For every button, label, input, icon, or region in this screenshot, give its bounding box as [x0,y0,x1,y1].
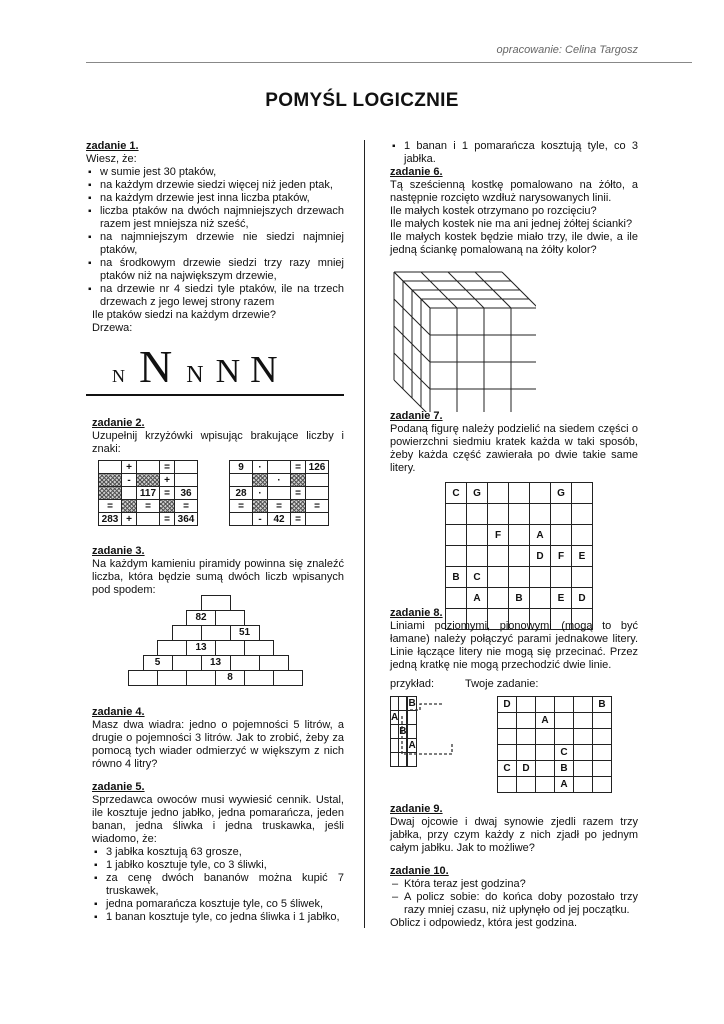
grid-row [99,487,198,500]
grid-row [498,729,612,745]
crossword-cell: = [291,487,306,500]
letter-cell[interactable] [467,525,488,546]
crossword-cell: = [230,500,253,513]
letter-cell: D [517,761,536,777]
crossword-cell: = [160,487,175,500]
task5-condition: ▪ 3 jabłka kosztują 63 grosze, [92,846,344,859]
crossword-cell: 36 [175,487,198,500]
crossword-cell: = [268,500,291,513]
task10-items [390,878,638,917]
letter-cell[interactable] [551,504,572,525]
crossword-cell[interactable] [268,487,291,500]
crossword-cell: · [253,487,268,500]
letter-cell: C [467,567,488,588]
letter-cell: C [555,745,574,761]
letter-cell[interactable] [593,761,612,777]
crossword-cell: 117 [137,487,160,500]
task5-text: Sprzedawca owoców musi wywiesić cennik. Ustal, ile kosztuje jedno jabłko, jedna pomarańcza, jeden banan, jedna śliwka i jedna truskawka, jeśli wiadomo, że: [92,794,344,845]
crossword-cell: · [268,474,291,487]
example-cell: B [399,726,407,737]
task2 [92,417,344,456]
letter-cell: F [488,525,509,546]
letter-cell[interactable] [574,697,593,713]
shaded-cell [253,500,268,513]
pyramid-stone: 5 [143,655,173,671]
task6-line: Ile małych kostek nie ma ani jednej żółtej ścianki? [390,218,633,230]
letter-cell[interactable] [572,483,593,504]
task8 [390,607,638,672]
pyramid-stone[interactable] [172,625,202,641]
letter-cell: D [572,588,593,609]
pyramid-stone[interactable] [186,670,216,686]
letter-cell[interactable] [530,588,551,609]
letter-cell[interactable] [517,697,536,713]
letter-cell: F [551,546,572,567]
task1-condition: ▪ liczba ptaków na dwóch najmniejszych drzewach razem jest mniejsza niż sześć, [86,205,344,231]
tree-1: N [112,366,125,386]
pyramid-stone[interactable] [201,625,231,641]
shaded-cell [160,500,175,513]
letter-cell: D [498,697,517,713]
task1-question: Ile ptaków siedzi na każdym drzewie? [92,309,277,321]
letter-cell[interactable] [517,777,536,793]
pyramid-stone[interactable] [259,655,289,671]
pyramid-stone[interactable] [215,640,245,656]
grid-row [446,483,593,504]
letter-cell[interactable] [555,713,574,729]
pyramid-stone: 51 [230,625,260,641]
grid-row [230,474,329,487]
letter-cell[interactable] [517,745,536,761]
letter-cell[interactable] [593,713,612,729]
letter-cell[interactable] [572,525,593,546]
task1-heading: zadanie 1. [86,140,139,152]
pyramid-row [157,640,273,656]
task5-conditions [92,846,344,924]
pyramid-stone[interactable] [273,670,303,686]
letter-cell[interactable] [530,567,551,588]
example-cell: A [408,740,416,751]
letter-cell[interactable] [536,777,555,793]
crossword-cell[interactable] [268,461,291,474]
letter-cell[interactable] [530,483,551,504]
task1 [86,140,344,335]
task7-text: Podaną figurę należy podzielić na siedem części o powierzchni siedmiu kratek każda w taki sposób, żeby każda część zawierała po dwie takie same litery. [390,423,638,474]
task7 [390,410,638,475]
crossword-cell: = [291,513,306,526]
cube-illustration [386,262,536,412]
letter-cell[interactable] [536,729,555,745]
crossword-cell: + [122,461,137,474]
crossword-1 [98,460,198,526]
grid-row [230,500,329,513]
task5 [92,781,344,924]
letter-cell: B [593,697,612,713]
task1-condition: ▪ w sumie jest 30 ptaków, [86,166,344,179]
letter-cell: G [551,483,572,504]
letter-cell: D [530,546,551,567]
letter-cell[interactable] [536,745,555,761]
task5-continued [390,140,638,166]
grid-row [498,697,612,713]
task3-heading: zadanie 3. [92,545,145,557]
crossword-cell: = [99,500,122,513]
letter-cell[interactable] [509,483,530,504]
pyramid-stone[interactable] [215,610,245,626]
letter-grid-task8 [497,696,612,793]
letter-cell[interactable] [498,713,517,729]
grid-row [498,745,612,761]
task6 [390,166,638,257]
pyramid-stone[interactable] [157,640,187,656]
letter-cell[interactable] [509,504,530,525]
pyramid-stone[interactable] [230,655,260,671]
task3 [92,545,344,597]
letter-cell[interactable] [488,504,509,525]
pyramid-row [172,625,259,641]
task9-heading: zadanie 9. [390,803,443,815]
task9-text: Dwaj ojcowie i dwaj synowie zjedli razem trzy jabłka, przy czym każdy z nich zjadł po jednym całym jabłku. Jak to możliwe? [390,816,638,854]
shaded-cell [122,500,137,513]
letter-cell[interactable] [572,567,593,588]
letter-cell[interactable] [498,777,517,793]
letter-cell[interactable] [530,504,551,525]
crossword-cell[interactable] [122,487,137,500]
task4-text: Masz dwa wiadra: jedno o pojemności 5 litrów, a drugie o pojemności 3 litrów. Jak to zrobić, żeby za pomocą tych wiader odmierzyć w większym z nich równo 4 litry? [92,719,344,770]
pyramid-row [128,670,302,686]
task2-heading: zadanie 2. [92,417,145,429]
letter-cell: C [498,761,517,777]
example-cell: A [391,712,399,723]
task10-item: – Która teraz jest godzina? [390,878,638,891]
task5-condition: ▪ za cenę dwóch bananów można kupić 7 truskawek, [92,872,344,898]
letter-cell: E [572,546,593,567]
letter-cell[interactable] [467,504,488,525]
task6-line: Tą sześcienną kostkę pomalowano na żółto, a następnie rozcięto wzdłuż narysowanych linii. [390,179,638,204]
crossword-cell[interactable] [306,474,329,487]
task1-condition: ▪ na każdym drzewie siedzi więcej niż jeden ptak, [86,179,344,192]
letter-cell[interactable] [551,567,572,588]
task8-text: Liniami poziomymi, pionowymi (mogą to być łamane) należy połączyć parami jednakowe litery. Linie łączące litery nie mogą się przecinać. Przez jedną kratkę nie mogą przechodzić dwie linie. [390,620,638,671]
crossword-cell: 364 [175,513,198,526]
crossword-cell: = [160,461,175,474]
letter-cell[interactable] [488,483,509,504]
crossword-cell: + [122,513,137,526]
pyramid-stone: 13 [201,655,231,671]
letter-cell[interactable] [467,546,488,567]
letter-cell[interactable] [574,745,593,761]
crossword-cell: = [291,461,306,474]
crossword-cell: 28 [230,487,253,500]
page-title: POMYŚL LOGICZNIE [265,90,459,111]
letter-cell[interactable] [446,588,467,609]
letter-cell[interactable] [509,546,530,567]
crossword-cell: = [306,500,329,513]
task1-conditions [86,166,344,309]
grid-row [446,525,593,546]
grid-row [230,487,329,500]
crossword-cell[interactable] [230,513,253,526]
example-label: przykład: [390,678,435,690]
letter-cell: A [555,777,574,793]
task5-condition: ▪ 1 jabłko kosztuje tyle, co 3 śliwki, [92,859,344,872]
letter-cell[interactable] [446,546,467,567]
grid-row [99,513,198,526]
letter-cell: A [467,588,488,609]
shaded-cell [253,474,268,487]
task1-trees-label: Drzewa: [92,322,133,334]
grid-row [446,567,593,588]
task3-text: Na każdym kamieniu piramidy powinna się znaleźć liczba, która będzie sumą dwóch liczb wpisanych pod spodem: [92,558,344,596]
task1-condition: ▪ na każdym drzewie jest inna liczba ptaków, [86,192,344,205]
letter-cell: C [446,483,467,504]
crossword-cell[interactable] [137,513,160,526]
grid-row [446,588,593,609]
pyramid-stone: 8 [215,670,245,686]
column-divider [364,140,365,928]
letter-cell[interactable] [488,567,509,588]
author-credit: opracowanie: Celina Targosz [496,44,638,56]
grid-row [99,474,198,487]
task4 [92,706,344,771]
letter-cell[interactable] [574,713,593,729]
crossword-cell: = [175,500,198,513]
task7-heading: zadanie 7. [390,410,443,422]
crossword-cell[interactable] [175,461,198,474]
task10-closing: Oblicz i odpowiedz, która jest godzina. [390,917,578,929]
letter-cell[interactable] [517,729,536,745]
pyramid-stone[interactable] [244,670,274,686]
crossword-2 [229,460,329,526]
shaded-cell [99,487,122,500]
task1-condition: ▪ na najmniejszym drzewie nie siedzi najmniej ptaków, [86,231,344,257]
crossword-cell: - [122,474,137,487]
letter-cell[interactable] [593,745,612,761]
header-rule [86,62,692,63]
letter-cell: A [536,713,555,729]
task2-text: Uzupełnij krzyżówki wpisując brakujące liczby i znaki: [92,430,344,455]
letter-cell[interactable] [593,729,612,745]
task4-heading: zadanie 4. [92,706,145,718]
crossword-cell: = [137,500,160,513]
letter-cell[interactable] [555,729,574,745]
letter-cell[interactable] [572,504,593,525]
crossword-cell: - [253,513,268,526]
task5-condition: ▪ jedna pomarańcza kosztuje tyle, co 5 śliwek, [92,898,344,911]
grid-row [230,461,329,474]
letter-cell[interactable] [498,729,517,745]
grid-row [446,504,593,525]
task10-item: – A policz sobie: do końca doby pozostało trzy razy mniej czasu, niż upłynęło od jej początku. [390,891,638,917]
task1-condition: ▪ na środkowym drzewie siedzi trzy razy mniej ptaków niż na największym drzewie, [86,257,344,283]
pyramid-stone: 13 [186,640,216,656]
task10 [390,865,638,930]
pyramid-stone[interactable] [172,655,202,671]
crossword-cell[interactable] [230,474,253,487]
letter-cell[interactable] [509,525,530,546]
task1-intro: Wiesz, że: [86,153,137,165]
shaded-cell [291,474,306,487]
shaded-cell [99,474,122,487]
grid-row [99,500,198,513]
tree-4: N [215,353,241,390]
pyramid-row [186,610,244,626]
task10-heading: zadanie 10. [390,865,449,877]
letter-cell[interactable] [551,525,572,546]
letter-cell[interactable] [488,546,509,567]
ground-line [86,394,344,396]
letter-cell[interactable] [488,588,509,609]
task5-condition: ▪ 1 banan kosztuje tyle, co jedna śliwka i 1 jabłko, [92,911,344,924]
grid-row [230,513,329,526]
tree-2: N [139,341,173,392]
crossword-cell: = [160,513,175,526]
crossword-cell[interactable] [137,461,160,474]
crossword-cell[interactable] [175,474,198,487]
letter-cell: B [555,761,574,777]
crossword-cell: 126 [306,461,329,474]
grid-row [99,461,198,474]
task5-condition: ▪ 1 banan i 1 pomarańcza kosztują tyle, co 3 jabłka. [390,140,638,166]
crossword-cell: · [253,461,268,474]
tree-5: N [250,349,278,391]
letter-cell[interactable] [593,777,612,793]
pyramid [120,595,344,683]
pyramid-row [143,655,288,671]
letter-cell[interactable] [446,504,467,525]
letter-cell: B [509,588,530,609]
shaded-cell [137,474,160,487]
letter-cell: B [446,567,467,588]
letter-cell[interactable] [574,777,593,793]
grid-row [498,713,612,729]
pyramid-stone[interactable] [244,640,274,656]
crossword-cell: 9 [230,461,253,474]
task9 [390,803,638,855]
letter-cell: E [551,588,572,609]
task6-heading: zadanie 6. [390,166,443,178]
your-task-label: Twoje zadanie: [465,678,539,690]
crossword-cell[interactable] [306,487,329,500]
pyramid-row [201,595,230,611]
letter-cell[interactable] [574,761,593,777]
crossword-cell: 283 [99,513,122,526]
crossword-cell: + [160,474,175,487]
example-path-lines [390,696,462,768]
grid-row [498,777,612,793]
pyramid-stone: 82 [186,610,216,626]
letter-cell: A [530,525,551,546]
pyramid-stone[interactable] [157,670,187,686]
grid-row [498,761,612,777]
trees-row [112,340,278,392]
letter-cell[interactable] [536,697,555,713]
letter-cell[interactable] [574,729,593,745]
shaded-cell [291,500,306,513]
task8-heading: zadanie 8. [390,607,443,619]
task6-line: Ile małych kostek będzie miało trzy, ile dwie, a ile jedną ściankę pomalowaną na żółty kolor? [390,231,638,256]
task6-line: Ile małych kostek otrzymano po rozcięciu? [390,205,597,217]
letter-cell[interactable] [498,745,517,761]
letter-cell: G [467,483,488,504]
letter-cell[interactable] [509,567,530,588]
letter-cell[interactable] [536,761,555,777]
task1-condition: ▪ na drzewie nr 4 siedzi tyle ptaków, ile na trzech drzewach z jego lewej strony razem [86,283,344,309]
pyramid-stone[interactable] [201,595,231,611]
tree-3: N [186,362,204,388]
task5-heading: zadanie 5. [92,781,145,793]
crossword-cell: 42 [268,513,291,526]
crossword-cell[interactable] [99,461,122,474]
letter-cell[interactable] [446,525,467,546]
letter-cell[interactable] [555,697,574,713]
grid-row [446,546,593,567]
pyramid-stone[interactable] [128,670,158,686]
letter-cell[interactable] [517,713,536,729]
crossword-cell[interactable] [306,513,329,526]
example-cell: B [408,698,416,709]
